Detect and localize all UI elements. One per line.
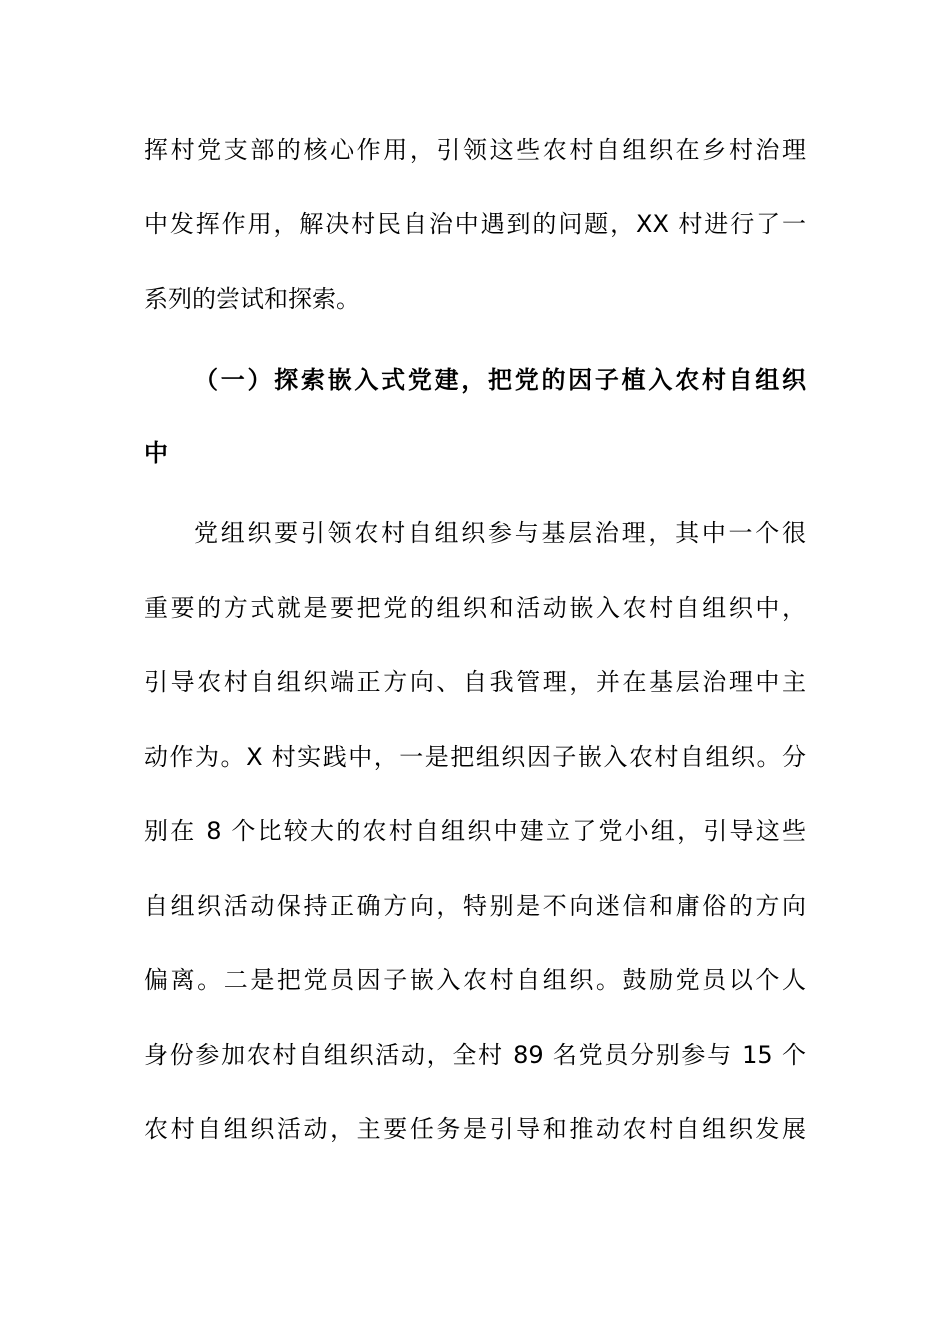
body-line-7: 偏离。二是把党员因子嵌入农村自组织。鼓励党员以个人 (144, 966, 806, 994)
intro-line-3: 系列的尝试和探索。 (144, 285, 360, 313)
body-line-2: 重要的方式就是要把党的组织和活动嵌入农村自组织中， (144, 594, 806, 622)
body-line-8: 身份参加农村自组织活动，全村 89 名党员分别参与 15 个 (144, 1041, 806, 1069)
body-line-3: 引导农村自组织端正方向、自我管理，并在基层治理中主 (144, 668, 806, 696)
section-heading-line-1: （一）探索嵌入式党建，把党的因子植入农村自组织 (194, 366, 806, 394)
body-line-4: 动作为。X 村实践中，一是把组织因子嵌入农村自组织。分 (144, 743, 806, 771)
intro-line-2: 中发挥作用，解决村民自治中遇到的问题，XX 村进行了一 (144, 210, 806, 238)
body-line-5: 别在 8 个比较大的农村自组织中建立了党小组，引导这些 (144, 817, 806, 845)
body-line-9: 农村自组织活动，主要任务是引导和推动农村自组织发展 (144, 1115, 806, 1143)
section-heading-line-2: 中 (144, 439, 168, 467)
body-line-6: 自组织活动保持正确方向，特别是不向迷信和庸俗的方向 (144, 892, 806, 920)
intro-line-1: 挥村党支部的核心作用，引领这些农村自组织在乡村治理 (144, 136, 806, 164)
body-line-1: 党组织要引领农村自组织参与基层治理，其中一个很 (194, 519, 806, 547)
